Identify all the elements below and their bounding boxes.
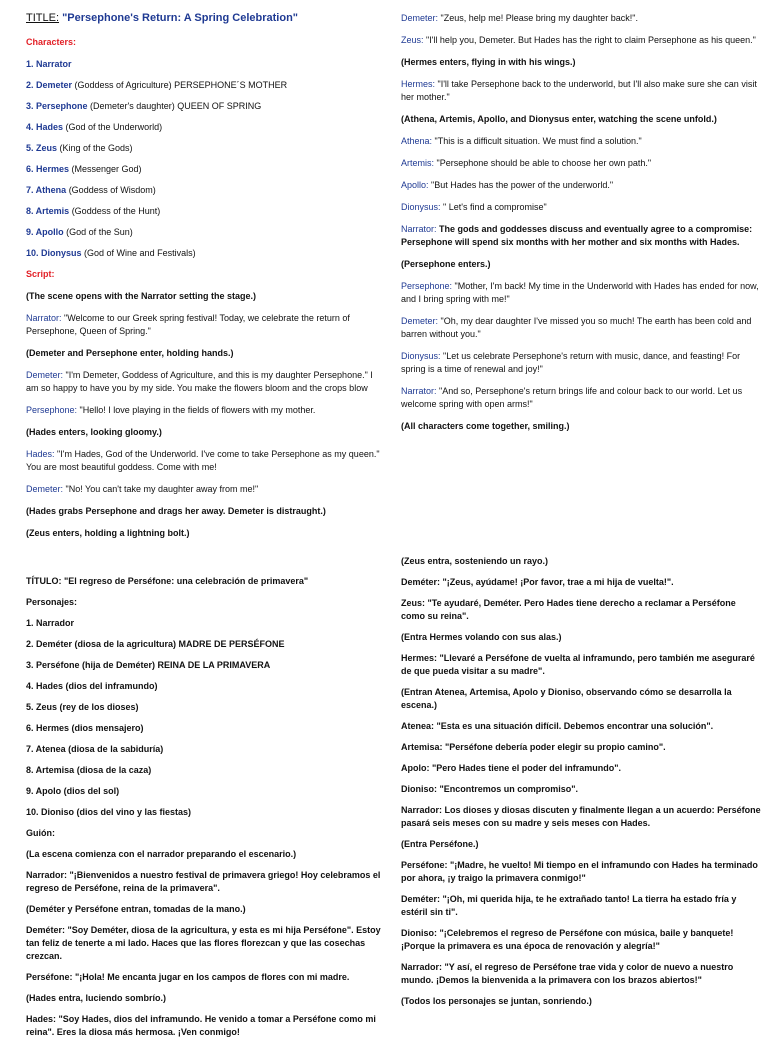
stage-direction: [26, 290, 386, 303]
speaker-name: Persephone:: [26, 405, 78, 415]
spanish-script-line: 3. Perséfone (hija de Deméter) REINA DE LA PRIMAVERA: [26, 660, 271, 670]
stage-direction: [26, 426, 386, 439]
title-text: "Persephone's Return: A Spring Celebration": [62, 12, 299, 24]
stage-direction: [26, 347, 386, 360]
english-script-column-left: [26, 12, 386, 549]
dialogue-text: "Zeus, help me! Please bring my daughter back!".: [438, 13, 639, 23]
dialogue-line: [401, 157, 761, 170]
speaker-name: Dionysus:: [401, 202, 441, 212]
character-description: (Demeter's daughter) QUEEN OF SPRING: [87, 101, 262, 111]
character-entry: [26, 184, 386, 197]
dialogue-line: [401, 201, 761, 214]
dialogue-text: "Mother, I'm back! My time in the Underworld with Hades has ended for now, and I bring spring with me!": [401, 281, 759, 304]
stage-direction-text: (Hades grabs Persephone and drags her away. Demeter is distraught.): [26, 506, 326, 516]
stage-direction-text: (Athena, Artemis, Apollo, and Dionysus enter, watching the scene unfold.): [401, 114, 717, 124]
spanish-script-line: Hermes: "Llevaré a Perséfone de vuelta al inframundo, pero también me aseguraré de que pueda visitar a su madre".: [401, 653, 755, 676]
dialogue-line: [401, 280, 761, 306]
dialogue-text: "Let us celebrate Persephone's return with music, dance, and feasting! For spring is a time of renewal and joy!": [401, 351, 741, 374]
character-name: 5. Zeus: [26, 143, 58, 153]
spanish-script-line: Apolo: "Pero Hades tiene el poder del inframundo".: [401, 763, 622, 773]
stage-direction-text: (The scene opens with the Narrator setting the stage.): [26, 291, 257, 301]
dialogue-text: "I'll take Persephone back to the underworld, but I'll also make sure she can visit her mother.": [401, 79, 757, 102]
spanish-script-line: 7. Atenea (diosa de la sabiduría): [26, 744, 164, 754]
stage-direction: [26, 527, 386, 540]
characters-heading: Characters:: [26, 37, 77, 47]
character-entry: [26, 226, 386, 239]
speaker-name: Dionysus:: [401, 351, 441, 361]
script-lines-left: [26, 290, 386, 540]
play-title: [26, 12, 386, 25]
spanish-script-line: Personajes:: [26, 597, 78, 607]
spanish-script-line: 2. Deméter (diosa de la agricultura) MADRE DE PERSÉFONE: [26, 639, 285, 649]
spanish-script-line: Narrador: Los dioses y diosas discuten y finalmente llegan a un acuerdo: Perséfone pasará seis meses con su madre y seis meses con Hades.: [401, 805, 761, 828]
character-description: (King of the Gods): [57, 143, 133, 153]
stage-direction-text: (Persephone enters.): [401, 259, 491, 269]
spanish-script-line: Deméter: "Soy Deméter, diosa de la agricultura, y esta es mi hija Perséfone". Estoy tan feliz de tenerte a mi lado. Haces que las flores florezcan y que las cosechas crezcan.: [26, 925, 381, 961]
stage-direction-text: (All characters come together, smiling.): [401, 421, 570, 431]
spanish-script-line: (Deméter y Perséfone entran, tomadas de la mano.): [26, 904, 246, 914]
dialogue-line: [26, 369, 386, 395]
stage-direction: [401, 420, 761, 433]
spanish-script-line: Deméter: "¡Zeus, ayúdame! ¡Por favor, trae a mi hija de vuelta!".: [401, 577, 674, 587]
stage-direction-text: (Hades enters, looking gloomy.): [26, 427, 162, 437]
dialogue-text: "Welcome to our Greek spring festival! Today, we celebrate the return of Persephone, Queen of Spring.": [26, 313, 350, 336]
character-entry: [26, 100, 386, 113]
dialogue-text: The gods and goddesses discuss and eventually agree to a compromise: Persephone will spend six months with her mother and six months with Hades.: [401, 224, 753, 247]
speaker-name: Persephone:: [401, 281, 453, 291]
character-description: (God of the Underworld): [63, 122, 163, 132]
dialogue-line: [401, 223, 761, 249]
character-list: [26, 58, 386, 260]
character-name: 9. Apollo: [26, 227, 64, 237]
speaker-name: Hades:: [26, 449, 55, 459]
stage-direction-text: (Hermes enters, flying in with his wings.): [401, 57, 576, 67]
spanish-script-line: (Zeus entra, sosteniendo un rayo.): [401, 556, 549, 566]
dialogue-text: "Persephone should be able to choose her own path.": [434, 158, 652, 168]
stage-direction: [401, 113, 761, 126]
spanish-script-line: 5. Zeus (rey de los dioses): [26, 702, 139, 712]
spanish-script-line: 1. Narrador: [26, 618, 75, 628]
dialogue-text: "Hello! I love playing in the fields of flowers with my mother.: [77, 405, 316, 415]
spanish-script-line: 10. Dioniso (dios del vino y las fiestas): [26, 807, 192, 817]
dialogue-text: "This is a difficult situation. We must find a solution.": [432, 136, 642, 146]
script-heading: Script:: [26, 269, 55, 279]
spanish-script-line: (Todos los personajes se juntan, sonriendo.): [401, 996, 592, 1006]
character-description: (God of the Sun): [63, 227, 133, 237]
spanish-script-line: Perséfone: "¡Hola! Me encanta jugar en los campos de flores con mi madre.: [26, 972, 350, 982]
speaker-name: Narrator:: [26, 313, 62, 323]
spanish-script-line: Dioniso: "¡Celebremos el regreso de Perséfone con música, baile y banquete! ¡Porque la primavera es una época de renovación y alegría!": [401, 928, 734, 951]
dialogue-text: "No! You can't take my daughter away from me!": [63, 484, 259, 494]
spanish-script-line: Hades: "Soy Hades, dios del inframundo. He venido a tomar a Perséfone como mi reina". Eres la diosa más hermosa. ¡Ven conmigo!: [26, 1014, 376, 1037]
spanish-script-line: Guión:: [26, 828, 55, 838]
spanish-script-column-right: [401, 555, 761, 1016]
character-name: 1. Narrator: [26, 59, 72, 69]
dialogue-text: "Oh, my dear daughter I've missed you so much! The earth has been cold and barren without you.": [401, 316, 752, 339]
spanish-script-line: 4. Hades (dios del inframundo): [26, 681, 158, 691]
dialogue-line: [26, 312, 386, 338]
spanish-script-line: Deméter: "¡Oh, mi querida hija, te he extrañado tanto! La tierra ha estado fría y estéril sin ti".: [401, 894, 737, 917]
character-entry: [26, 205, 386, 218]
spanish-script-column-left: [26, 575, 386, 1047]
spanish-script-line: (Entra Perséfone.): [401, 839, 479, 849]
character-entry: [26, 58, 386, 71]
speaker-name: Demeter:: [26, 484, 64, 494]
dialogue-line: [26, 483, 386, 496]
dialogue-text: "I'll help you, Demeter. But Hades has the right to claim Persephone as his queen.": [423, 35, 756, 45]
spanish-script-line: Atenea: "Esta es una situación difícil. Debemos encontrar una solución".: [401, 721, 714, 731]
character-entry: [26, 79, 386, 92]
dialogue-line: [401, 385, 761, 411]
character-entry: [26, 247, 386, 260]
spanish-script-line: 9. Apolo (dios del sol): [26, 786, 120, 796]
dialogue-text: "I'm Demeter, Goddess of Agriculture, and this is my daughter Persephone." I am so happy to have you by my side. You make the flowers bloom and the crops blow: [26, 370, 373, 393]
title-label: TITLE:: [26, 12, 60, 24]
character-description: (Goddess of Agriculture) PERSEPHONE´S MOTHER: [72, 80, 288, 90]
character-name: 6. Hermes: [26, 164, 70, 174]
speaker-name: Athena:: [401, 136, 433, 146]
character-name: 4. Hades: [26, 122, 64, 132]
dialogue-line: [401, 34, 761, 47]
spanish-script-line: Artemisa: "Perséfone debería poder elegir su propio camino".: [401, 742, 666, 752]
speaker-name: Demeter:: [401, 13, 439, 23]
character-name: 3. Persephone: [26, 101, 88, 111]
dialogue-text: "But Hades has the power of the underworld.": [428, 180, 614, 190]
speaker-name: Artemis:: [401, 158, 435, 168]
stage-direction: [401, 56, 761, 69]
script-lines-right: [401, 12, 761, 433]
dialogue-text: "I'm Hades, God of the Underworld. I've come to take Persephone as my queen." You are most beautiful goddess. Come with me!: [26, 449, 380, 472]
dialogue-line: [401, 350, 761, 376]
stage-direction-text: (Demeter and Persephone enter, holding hands.): [26, 348, 234, 358]
dialogue-text: " Let's find a compromise": [440, 202, 547, 212]
character-name: 10. Dionysus: [26, 248, 82, 258]
stage-direction: [26, 505, 386, 518]
speaker-name: Narrator:: [401, 386, 437, 396]
dialogue-text: "And so, Persephone's return brings life and colour back to our world. Let us welcome spring with open arms!": [401, 386, 743, 409]
dialogue-line: [401, 12, 761, 25]
speaker-name: Narrator:: [401, 224, 437, 234]
character-description: (God of Wine and Festivals): [81, 248, 196, 258]
speaker-name: Apollo:: [401, 180, 429, 190]
character-description: (Messenger God): [69, 164, 142, 174]
dialogue-line: [26, 448, 386, 474]
spanish-script-line: (Entra Hermes volando con sus alas.): [401, 632, 562, 642]
stage-direction-text: (Zeus enters, holding a lightning bolt.): [26, 528, 190, 538]
character-name: 2. Demeter: [26, 80, 73, 90]
dialogue-line: [401, 179, 761, 192]
spanish-script-line: (La escena comienza con el narrador preparando el escenario.): [26, 849, 297, 859]
character-description: (Goddess of the Hunt): [69, 206, 161, 216]
character-entry: [26, 142, 386, 155]
dialogue-line: [401, 78, 761, 104]
spanish-script-line: Narrador: "¡Bienvenidos a nuestro festival de primavera griego! Hoy celebramos el regreso de Perséfone, reina de la primavera".: [26, 870, 381, 893]
english-script-column-right: [401, 12, 761, 442]
spanish-script-line: (Entran Atenea, Artemisa, Apolo y Dioniso, observando cómo se desarrolla la escena.): [401, 687, 732, 710]
dialogue-line: [401, 135, 761, 148]
spanish-script-line: TÍTULO: "El regreso de Perséfone: una celebración de primavera": [26, 576, 309, 586]
stage-direction: [401, 258, 761, 271]
speaker-name: Zeus:: [401, 35, 424, 45]
speaker-name: Demeter:: [26, 370, 64, 380]
dialogue-line: [26, 404, 386, 417]
spanish-script-line: Narrador: "Y así, el regreso de Perséfone trae vida y color de nuevo a nuestro mundo. ¡Demos la bienvenida a la primavera con los brazos abiertos!": [401, 962, 734, 985]
character-entry: [26, 163, 386, 176]
spanish-script-line: Dioniso: "Encontremos un compromiso".: [401, 784, 579, 794]
spanish-script-line: Perséfone: "¡Madre, he vuelto! Mi tiempo en el inframundo con Hades ha terminado por ahora, ¡y traigo la primavera conmigo!": [401, 860, 758, 883]
spanish-script-line: (Hades entra, luciendo sombrío.): [26, 993, 167, 1003]
spanish-script-line: 6. Hermes (dios mensajero): [26, 723, 144, 733]
spanish-script-line: 8. Artemisa (diosa de la caza): [26, 765, 152, 775]
spanish-script-line: Zeus: "Te ayudaré, Deméter. Pero Hades tiene derecho a reclamar a Perséfone como su reina".: [401, 598, 736, 621]
speaker-name: Demeter:: [401, 316, 439, 326]
character-description: (Goddess of Wisdom): [66, 185, 156, 195]
character-name: 8. Artemis: [26, 206, 70, 216]
dialogue-line: [401, 315, 761, 341]
speaker-name: Hermes:: [401, 79, 436, 89]
character-entry: [26, 121, 386, 134]
character-name: 7. Athena: [26, 185, 67, 195]
